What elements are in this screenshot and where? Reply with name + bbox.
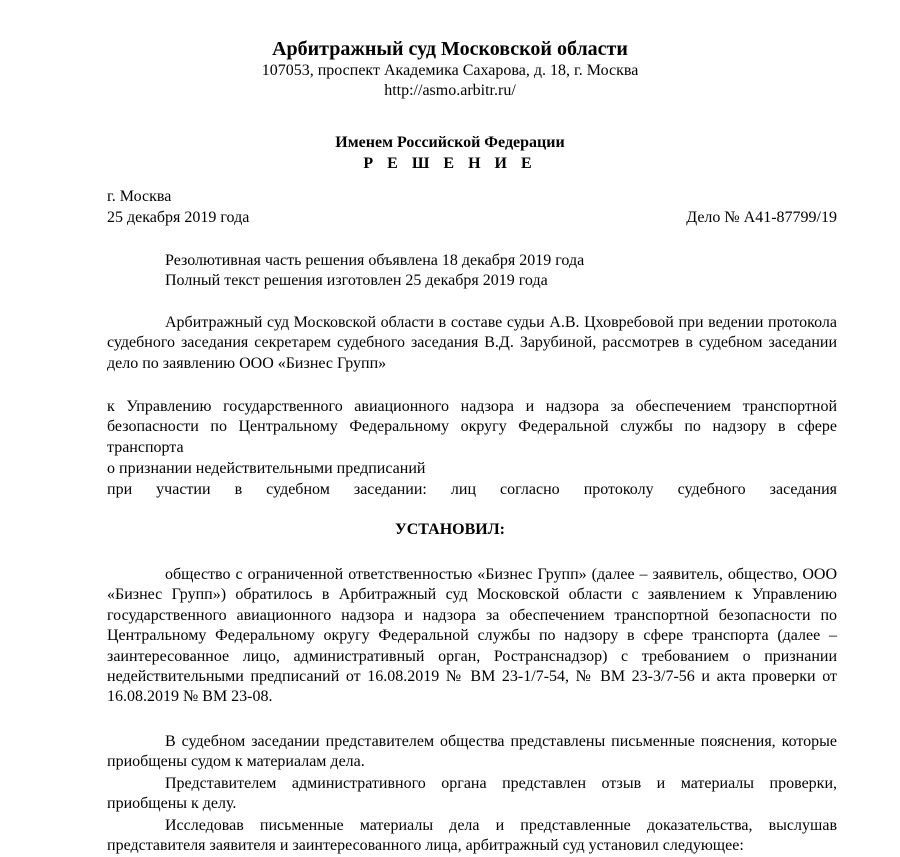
body-paragraph-3: Представителем административного органа представлен отзыв и материалы проверки, приобщены к делу.: [107, 775, 837, 813]
respondent: к Управлению государственного авиационного надзора и надзора за обеспечением транспортной безопасности по Центральному Федеральному округу Федеральной службы по надзору в сфере транспорта: [107, 398, 837, 456]
decision-heading: Р Е Ш Е Н И Е: [363, 155, 537, 172]
in-name-of-heading: Именем Российской Федерации: [335, 134, 565, 151]
body-paragraph-2: В судебном заседании представителем общества представлены письменные пояснения, которые приобщены судом к материалам дела.: [107, 733, 837, 771]
established-heading: УСТАНОВИЛ:: [395, 521, 505, 538]
body-paragraph-4: Исследовав письменные материалы дела и представленные доказательства, выслушав представителя заявителя и заинтересованного лица, арбитражный суд установил следующее:: [107, 817, 837, 855]
court-composition: Арбитражный суд Московской области в составе судьи А.В. Цховребовой при ведении протокола судебного заседания секретарем судебного заседания В.Д. Зарубиной, рассмотрев в судебном заседании дело по заявлению ООО «Бизнес Групп»: [107, 314, 837, 372]
city: г. Москва: [107, 188, 172, 205]
claim-subject: о признании недействительными предписаний: [107, 460, 426, 477]
full-text-prepared: Полный текст решения изготовлен 25 декабря 2019 года: [165, 272, 548, 289]
court-url: http://asmo.arbitr.ru/: [384, 82, 516, 99]
participants: при участии в судебном заседании: лиц согласно протоколу судебного заседания: [107, 481, 837, 498]
court-name: Арбитражный суд Московской области: [272, 38, 628, 60]
resolution-announced: Резолютивная часть решения объявлена 18 декабря 2019 года: [165, 252, 585, 269]
body-paragraph-1: общество с ограниченной ответственностью «Бизнес Групп» (далее – заявитель, общество, ООО «Бизнес Групп») обратилось в Арбитражный суд Московской области с заявлением к Управлению государственного авиационного надзора и надзора за обеспечением транспортной безопасности по Центральному Федеральному округу Федеральной службы по надзору в сфере транспорта (далее – заинтересованное лицо, административный орган, Ространснадзор) с требованием о признании недействительными предписаний от 16.08.2019 № ВМ 23-1/7-54, № ВМ 23-3/7-56 и акта проверки от 16.08.2019 № ВМ 23-08.: [107, 566, 837, 706]
court-address: 107053, проспект Академика Сахарова, д. 18, г. Москва: [261, 62, 639, 79]
case-number: Дело № А41-87799/19: [686, 209, 837, 226]
decision-date: 25 декабря 2019 года: [107, 209, 250, 226]
coat-of-arms-emblem: [420, 0, 480, 8]
